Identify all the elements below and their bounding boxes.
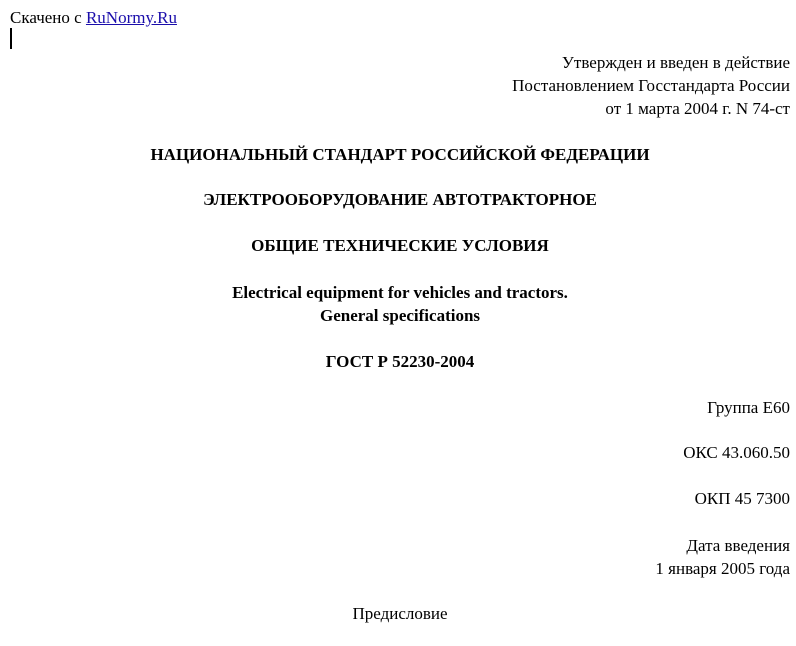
intro-date-value: 1 января 2005 года <box>655 559 790 578</box>
subject-title: ЭЛЕКТРООБОРУДОВАНИЕ АВТОТРАКТОРНОЕ <box>203 190 597 209</box>
oks-code: ОКС 43.060.50 <box>683 443 790 462</box>
foreword-heading: Предисловие <box>352 604 448 623</box>
intro-date-block <box>655 534 790 580</box>
approval-block <box>512 51 790 120</box>
english-title-line-1: Electrical equipment for vehicles and tractors. <box>232 283 568 302</box>
text-cursor <box>10 28 12 49</box>
national-standard-title: НАЦИОНАЛЬНЫЙ СТАНДАРТ РОССИЙСКОЙ ФЕДЕРАЦИИ <box>150 145 650 164</box>
intro-date-label: Дата введения <box>686 536 790 555</box>
gost-number: ГОСТ Р 52230-2004 <box>325 352 475 371</box>
group-code: Группа E60 <box>707 398 790 417</box>
approval-line-2: Постановлением Госстандарта России <box>512 76 790 95</box>
okp-code: ОКП 45 7300 <box>694 489 790 508</box>
conditions-title: ОБЩИЕ ТЕХНИЧЕСКИЕ УСЛОВИЯ <box>251 236 549 255</box>
source-link[interactable]: RuNormy.Ru <box>85 8 177 27</box>
english-title-line-2: General specifications <box>319 306 481 325</box>
source-prefix: Скачено с <box>10 8 82 27</box>
approval-line-1: Утвержден и введен в действие <box>561 53 790 72</box>
approval-line-3: от 1 марта 2004 г. N 74-ст <box>605 99 790 118</box>
source-line <box>10 6 177 29</box>
english-title <box>0 281 796 327</box>
